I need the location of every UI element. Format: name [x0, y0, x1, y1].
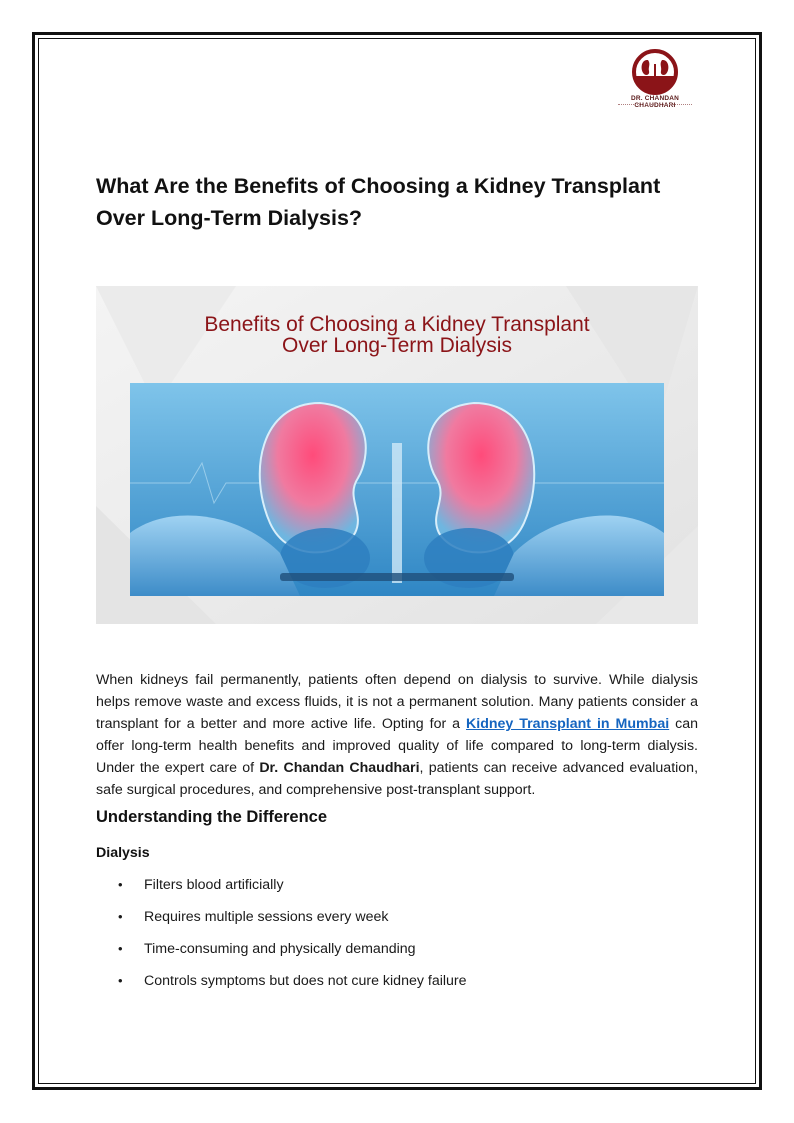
hero-title: [96, 314, 698, 356]
list-item: [96, 938, 696, 970]
dialysis-list: [96, 874, 696, 1002]
article-title: What Are the Benefits of Choosing a Kidney Transplant Over Long-Term Dialysis?: [96, 174, 661, 230]
list-item: [96, 874, 696, 906]
hero-image: [96, 286, 698, 624]
list-item-text: Filters blood artificially: [144, 877, 284, 893]
hero-title-line-1: Benefits of Choosing a Kidney Transplant: [204, 313, 590, 336]
hero-title-line-2: Over Long-Term Dialysis: [282, 334, 512, 357]
list-item-text: Controls symptoms but does not cure kidney failure: [144, 973, 467, 989]
bullet-icon: •: [118, 877, 123, 892]
list-item-text: Time-consuming and physically demanding: [144, 941, 416, 957]
doctor-name: Dr. Chandan Chaudhari: [259, 760, 420, 776]
kidney-transplant-mumbai-link[interactable]: Kidney Transplant in Mumbai: [466, 716, 670, 732]
sub-heading-dialysis: Dialysis: [96, 845, 150, 861]
kidneys-illustration: [130, 383, 664, 596]
section-heading: Understanding the Difference: [96, 808, 328, 826]
list-item: [96, 970, 696, 1002]
intro-text-3: , patients can receive advanced evaluation, safe surgical procedures, and comprehensive post-transplant support.: [96, 760, 699, 798]
logo-name: DR. CHANDAN CHAUDHARI: [630, 95, 680, 109]
logo-tagline-line: [618, 104, 692, 107]
bullet-icon: •: [118, 973, 123, 988]
bullet-icon: •: [118, 941, 123, 956]
intro-text-1: When kidneys fail permanently, patients often depend on dialysis to survive. While dialysis helps remove waste and excess fluids, it is not a permanent solution. Many patients consider a transplant for a better and more active life. Opting for a: [96, 672, 698, 732]
list-item: [96, 906, 696, 938]
bullet-icon: •: [118, 909, 123, 924]
list-item-text: Requires multiple sessions every week: [144, 909, 389, 925]
intro-text-2: can offer long-term health benefits and improved quality of life compared to long-term dialysis. Under the expert care of: [96, 716, 698, 776]
intro-paragraph: [96, 669, 698, 801]
